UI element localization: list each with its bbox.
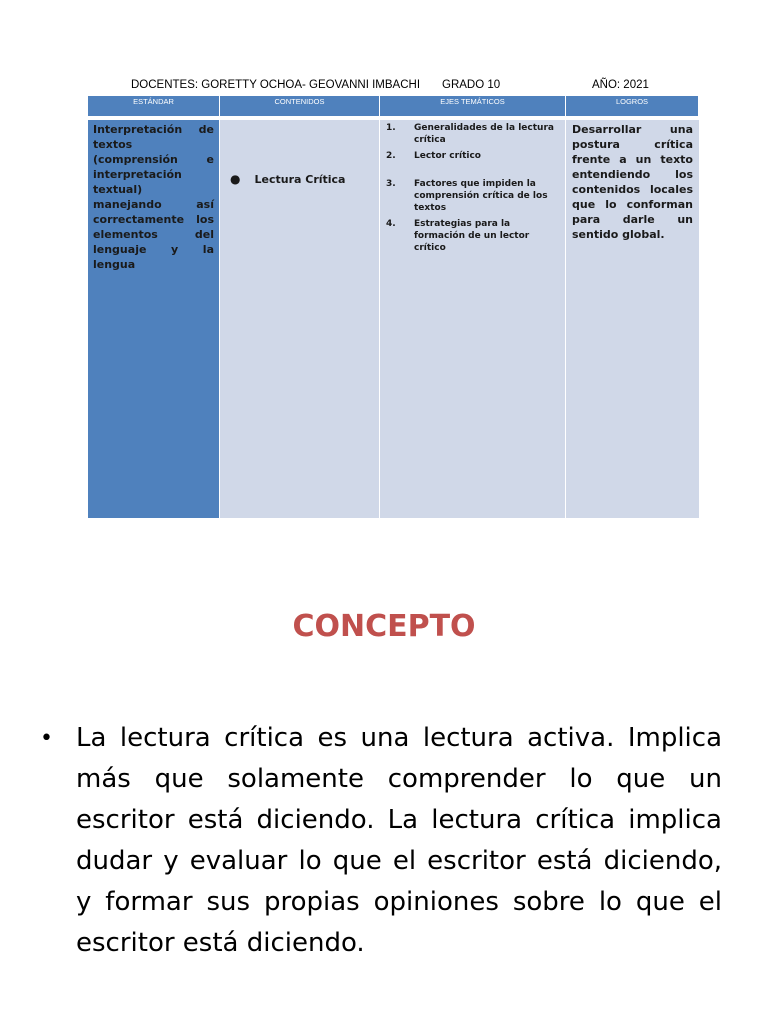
list-item (386, 122, 559, 146)
list-item (386, 218, 559, 254)
grade-label: GRADO 10 (442, 79, 501, 91)
concepto-paragraph (40, 718, 730, 964)
concepto-text: La lectura crítica es una lectura activa. Implica más que solamente comprender lo que un escritor está diciendo. La lectura crítica implica dudar y evaluar lo que el escritor está diciendo, y formar sus propias opiniones sobre lo que el escritor está diciendo. (76, 723, 722, 958)
cell-contenidos (220, 120, 380, 518)
teachers-label: DOCENTES: GORETTY OCHOA- GEOVANNI IMBACHI (131, 79, 421, 91)
list-text: Estrategias para la formación de un lector crítico (414, 219, 530, 253)
year-label: AÑO: 2021 (592, 79, 649, 91)
contenidos-item (225, 172, 374, 186)
contenidos-text: Lectura Crítica (254, 172, 346, 186)
cell-ejes-tematicos (380, 120, 566, 518)
curriculum-table (88, 96, 699, 518)
column-header-contenidos: CONTENIDOS (220, 96, 380, 120)
column-header-ejes: EJES TEMÁTICOS (380, 96, 566, 120)
column-header-estandar: ESTÁNDAR (88, 96, 220, 120)
list-item (386, 150, 559, 162)
list-number: 2. (386, 151, 396, 161)
bullet-icon: • (40, 726, 53, 751)
list-text: Factores que impiden la comprensión crítica de los textos (414, 179, 548, 213)
list-item (386, 178, 559, 214)
list-number: 3. (386, 179, 396, 189)
cell-estandar: Interpretación de textos (comprensión e interpretación textual) manejando así correctamente los elementos del lenguaje y la lengua (88, 120, 220, 518)
cell-logros: Desarrollar una postura crítica frente a un texto entendiendo los contenidos locales que lo conforman para darle un sentido global. (566, 120, 699, 518)
list-number: 1. (386, 123, 396, 133)
list-text: Generalidades de la lectura crítica (414, 123, 554, 145)
section-title: CONCEPTO (292, 609, 476, 644)
list-text: Lector crítico (414, 151, 481, 161)
ejes-list (386, 122, 559, 254)
list-number: 4. (386, 219, 396, 229)
column-header-logros: LOGROS (566, 96, 699, 120)
bullet-icon: ● (230, 172, 241, 186)
document-header (0, 79, 768, 95)
